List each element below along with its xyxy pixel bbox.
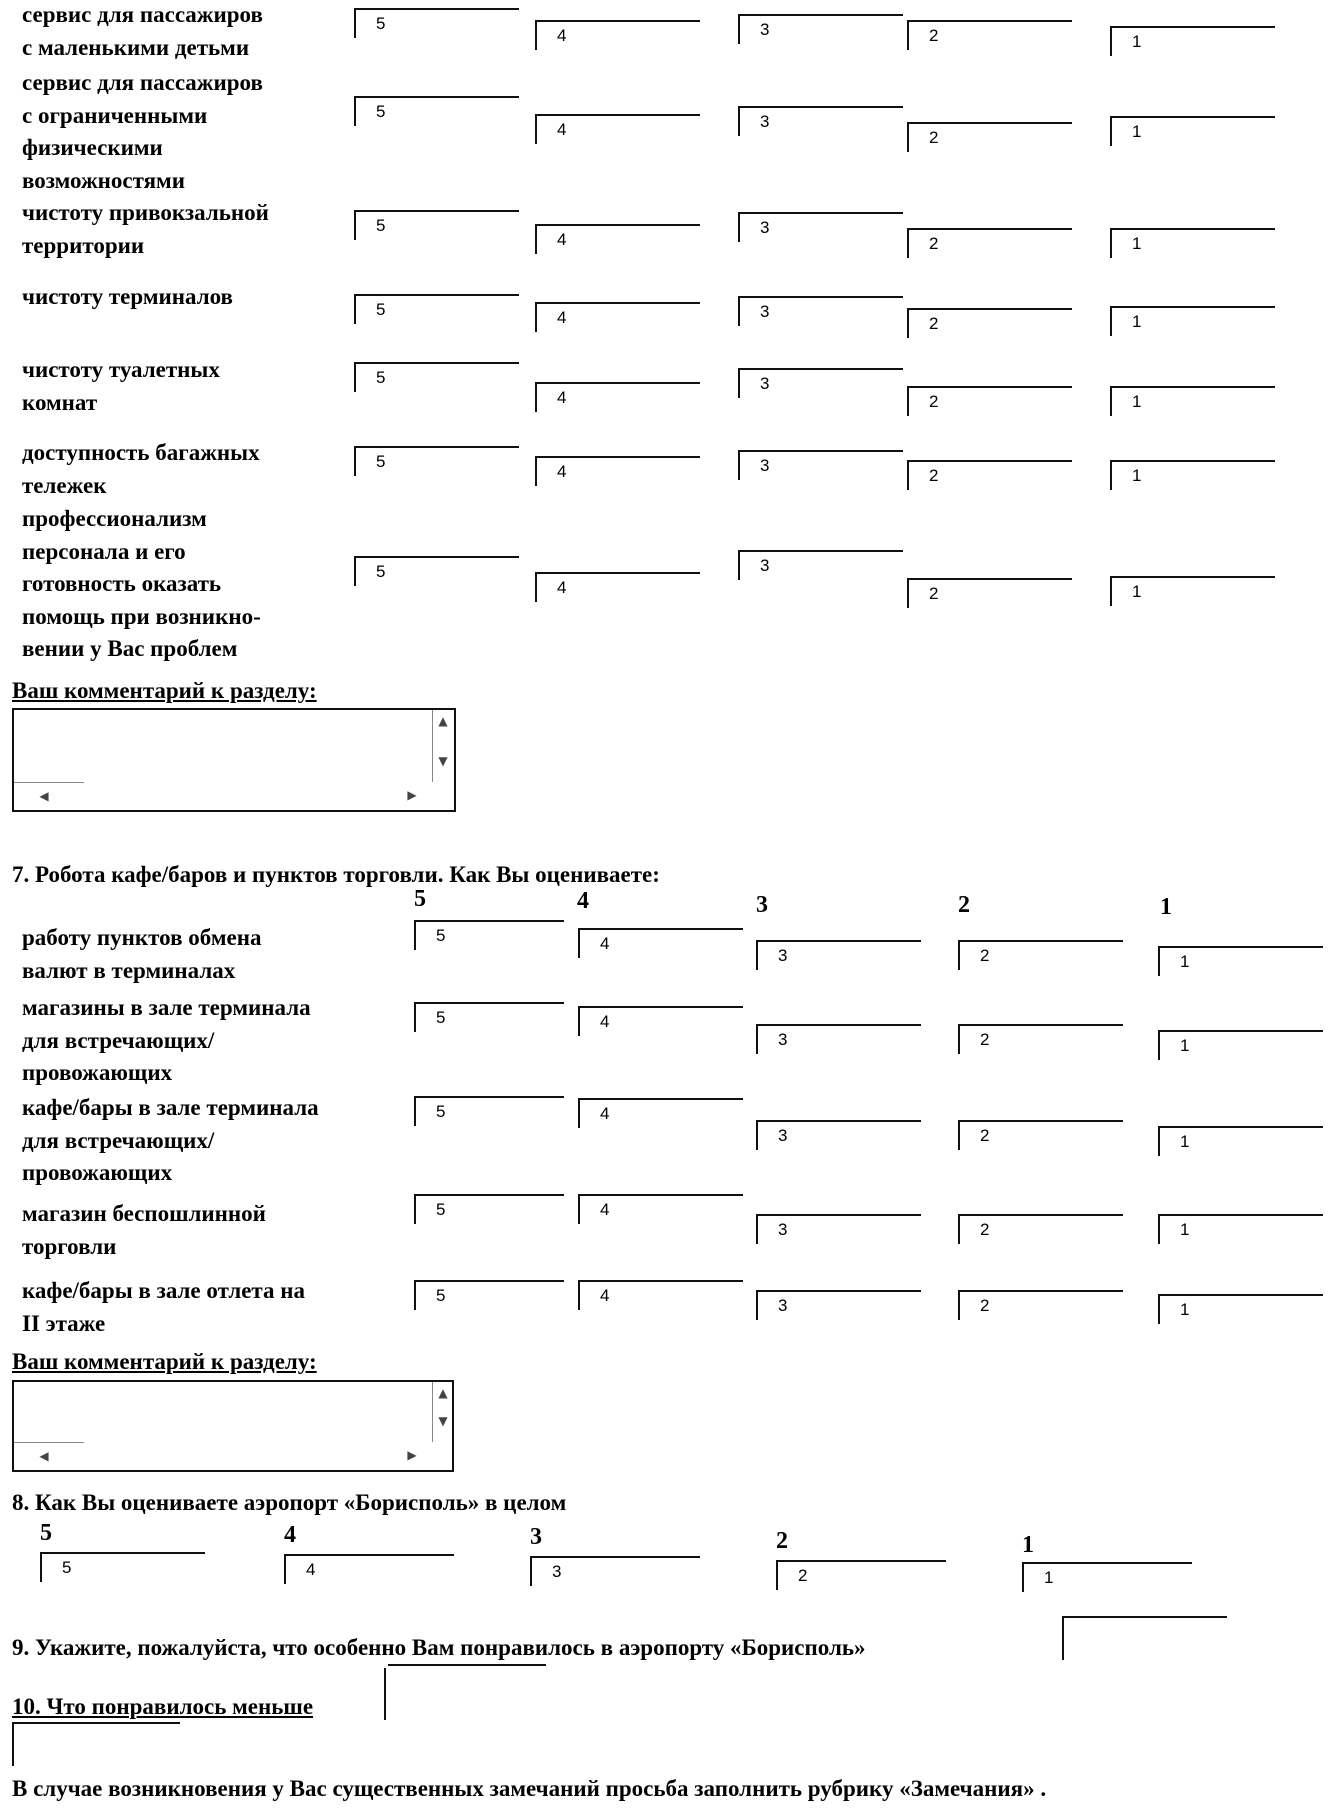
scroll-left-icon[interactable]: ◀ [39, 1449, 49, 1463]
rating-option-1[interactable]: 1 [1158, 946, 1323, 976]
rating-option-3[interactable]: 3 [756, 940, 921, 970]
row-label: кафе/бары в зале терминала для встречающих/ провожающих [22, 1095, 319, 1185]
rating-option-3[interactable]: 3 [738, 368, 903, 398]
scale-heading: 2 [776, 1528, 788, 1554]
rating-option-1[interactable]: 1 [1110, 116, 1275, 146]
rating-option-1[interactable]: 1 [1110, 228, 1275, 258]
scroll-right-icon[interactable]: ▶ [407, 788, 417, 802]
section-title: 7. Робота кафе/баров и пунктов торговли. Как Вы оцениваете: [12, 862, 660, 887]
scroll-up-icon[interactable]: ▲ [438, 714, 448, 728]
rating-option-2[interactable]: 2 [907, 460, 1072, 490]
row-label: чистоту туалетных комнат [22, 357, 220, 415]
scroll-right-icon[interactable]: ▶ [407, 1448, 417, 1462]
comment-label: Ваш комментарий к разделу: [12, 678, 317, 703]
comment-label: Ваш комментарий к разделу: [12, 1349, 317, 1374]
rating-option-2[interactable]: 2 [907, 386, 1072, 416]
rating-option-5[interactable]: 5 [414, 1280, 564, 1310]
rating-option-3[interactable]: 3 [756, 1024, 921, 1054]
section-title: 8. Как Вы оцениваете аэропорт «Борисполь» в целом [12, 1490, 567, 1515]
rating-option-1[interactable]: 1 [1110, 26, 1275, 56]
rating-option-1[interactable]: 1 [1158, 1294, 1323, 1324]
scroll-up-icon[interactable]: ▲ [438, 1386, 448, 1400]
rating-option-5[interactable]: 5 [354, 8, 519, 38]
rating-option-4[interactable]: 4 [535, 302, 700, 332]
comment-textarea[interactable] [12, 708, 456, 812]
rating-option-5[interactable]: 5 [414, 920, 564, 950]
rating-option-5[interactable]: 5 [354, 96, 519, 126]
row-label: сервис для пассажиров с ограниченными физическими возможностями [22, 70, 263, 193]
rating-option-3[interactable]: 3 [738, 550, 903, 580]
row-label: чистоту терминалов [22, 284, 233, 309]
rating-option-5[interactable]: 5 [414, 1194, 564, 1224]
rating-option-2[interactable]: 2 [958, 1120, 1123, 1150]
scrollbar-horizontal[interactable] [14, 782, 84, 811]
answer-field-9-top[interactable] [1062, 1616, 1227, 1618]
rating-option-2[interactable]: 2 [958, 1290, 1123, 1320]
rating-option-1[interactable]: 1 [1110, 460, 1275, 490]
row-label: сервис для пассажиров с маленькими детьми [22, 2, 263, 60]
rating-option-1[interactable]: 1 [1110, 576, 1275, 606]
scale-heading: 3 [530, 1524, 542, 1550]
scale-heading: 5 [414, 886, 426, 912]
rating-option-4[interactable]: 4 [535, 114, 700, 144]
scale-heading: 5 [40, 1520, 52, 1546]
answer-field-9-side[interactable] [1062, 1616, 1064, 1660]
rating-option-5[interactable]: 5 [354, 556, 519, 586]
rating-option-3[interactable]: 3 [738, 14, 903, 44]
rating-option-2[interactable]: 2 [907, 122, 1072, 152]
comment-textarea[interactable] [12, 1380, 454, 1472]
rating-option-4[interactable]: 4 [578, 928, 743, 958]
rating-option-2[interactable]: 2 [958, 1214, 1123, 1244]
rating-option-4[interactable]: 4 [535, 224, 700, 254]
rating-option-4[interactable]: 4 [535, 572, 700, 602]
footer-note: В случае возникновения у Вас существенных замечаний просьба заполнить рубрику «Замечания» . [12, 1776, 1047, 1801]
rating-option-3[interactable]: 3 [738, 450, 903, 480]
rating-option-2[interactable]: 2 [907, 308, 1072, 338]
row-label: магазины в зале терминала для встречающих/ провожающих [22, 995, 311, 1085]
rating-option-4[interactable]: 4 [535, 382, 700, 412]
rating-option-5[interactable]: 5 [354, 446, 519, 476]
rating-option-4[interactable]: 4 [535, 456, 700, 486]
row-label: доступность багажных тележек [22, 440, 260, 498]
scale-heading: 3 [756, 892, 768, 918]
scale-heading: 2 [958, 892, 970, 918]
scroll-down-icon[interactable]: ▼ [438, 754, 448, 768]
rating-option-5[interactable]: 5 [414, 1096, 564, 1126]
rating-option-4[interactable]: 4 [578, 1098, 743, 1128]
rating-option-2[interactable]: 2 [907, 228, 1072, 258]
rating-option-1[interactable]: 1 [1158, 1126, 1323, 1156]
rating-option-3[interactable]: 3 [738, 106, 903, 136]
rating-option-4[interactable]: 4 [535, 20, 700, 50]
scale-heading: 1 [1160, 894, 1172, 920]
answer-field-10-top[interactable] [12, 1722, 180, 1724]
rating-option-1[interactable]: 1 [1110, 306, 1275, 336]
rating-option-1[interactable]: 1 [1022, 1562, 1192, 1592]
rating-option-2[interactable]: 2 [907, 20, 1072, 50]
answer-field-10-left[interactable] [12, 1722, 14, 1766]
scale-heading: 4 [577, 888, 589, 914]
question-10: 10. Что понравилось меньше [12, 1694, 314, 1719]
rating-option-1[interactable]: 1 [1158, 1214, 1323, 1244]
question-9: 9. Укажите, пожалуйста, что особенно Вам понравилось в аэропорту «Борисполь» [12, 1635, 866, 1660]
rating-option-2[interactable]: 2 [776, 1560, 946, 1590]
rating-option-2[interactable]: 2 [958, 1024, 1123, 1054]
row-label: магазин беспошлинной торговли [22, 1201, 266, 1259]
rating-option-3[interactable]: 3 [756, 1120, 921, 1150]
row-label: профессионализм персонала и его готовность оказать помощь при возникно- вении у Вас проблем [22, 506, 261, 661]
row-label: работу пунктов обмена валют в терминалах [22, 925, 262, 983]
answer-field-10-side[interactable] [384, 1668, 386, 1720]
scroll-down-icon[interactable]: ▼ [438, 1414, 448, 1428]
rating-option-5[interactable]: 5 [354, 210, 519, 240]
scrollbar-vertical[interactable] [432, 710, 455, 782]
scale-heading: 4 [284, 1522, 296, 1548]
scrollbar-vertical[interactable] [432, 1382, 455, 1442]
row-label: кафе/бары в зале отлета на II этаже [22, 1278, 306, 1336]
rating-option-3[interactable]: 3 [530, 1556, 700, 1586]
rating-option-5[interactable]: 5 [354, 294, 519, 324]
scale-heading: 1 [1022, 1532, 1034, 1558]
rating-option-4[interactable]: 4 [284, 1554, 454, 1584]
rating-option-2[interactable]: 2 [958, 940, 1123, 970]
scrollbar-horizontal[interactable] [14, 1442, 84, 1471]
rating-option-3[interactable]: 3 [738, 296, 903, 326]
rating-option-1[interactable]: 1 [1158, 1030, 1323, 1060]
scroll-left-icon[interactable]: ◀ [39, 789, 49, 803]
rating-option-2[interactable]: 2 [907, 578, 1072, 608]
rating-option-5[interactable]: 5 [354, 362, 519, 392]
row-label: чистоту привокзальной территории [22, 200, 269, 258]
rating-option-5[interactable]: 5 [40, 1552, 205, 1582]
rating-option-4[interactable]: 4 [578, 1194, 743, 1224]
rating-option-4[interactable]: 4 [578, 1280, 743, 1310]
rating-option-4[interactable]: 4 [578, 1006, 743, 1036]
rating-option-3[interactable]: 3 [756, 1214, 921, 1244]
rating-option-3[interactable]: 3 [756, 1290, 921, 1320]
rating-option-5[interactable]: 5 [414, 1002, 564, 1032]
rating-option-1[interactable]: 1 [1110, 386, 1275, 416]
answer-field-9-underline [388, 1664, 546, 1666]
rating-option-3[interactable]: 3 [738, 212, 903, 242]
